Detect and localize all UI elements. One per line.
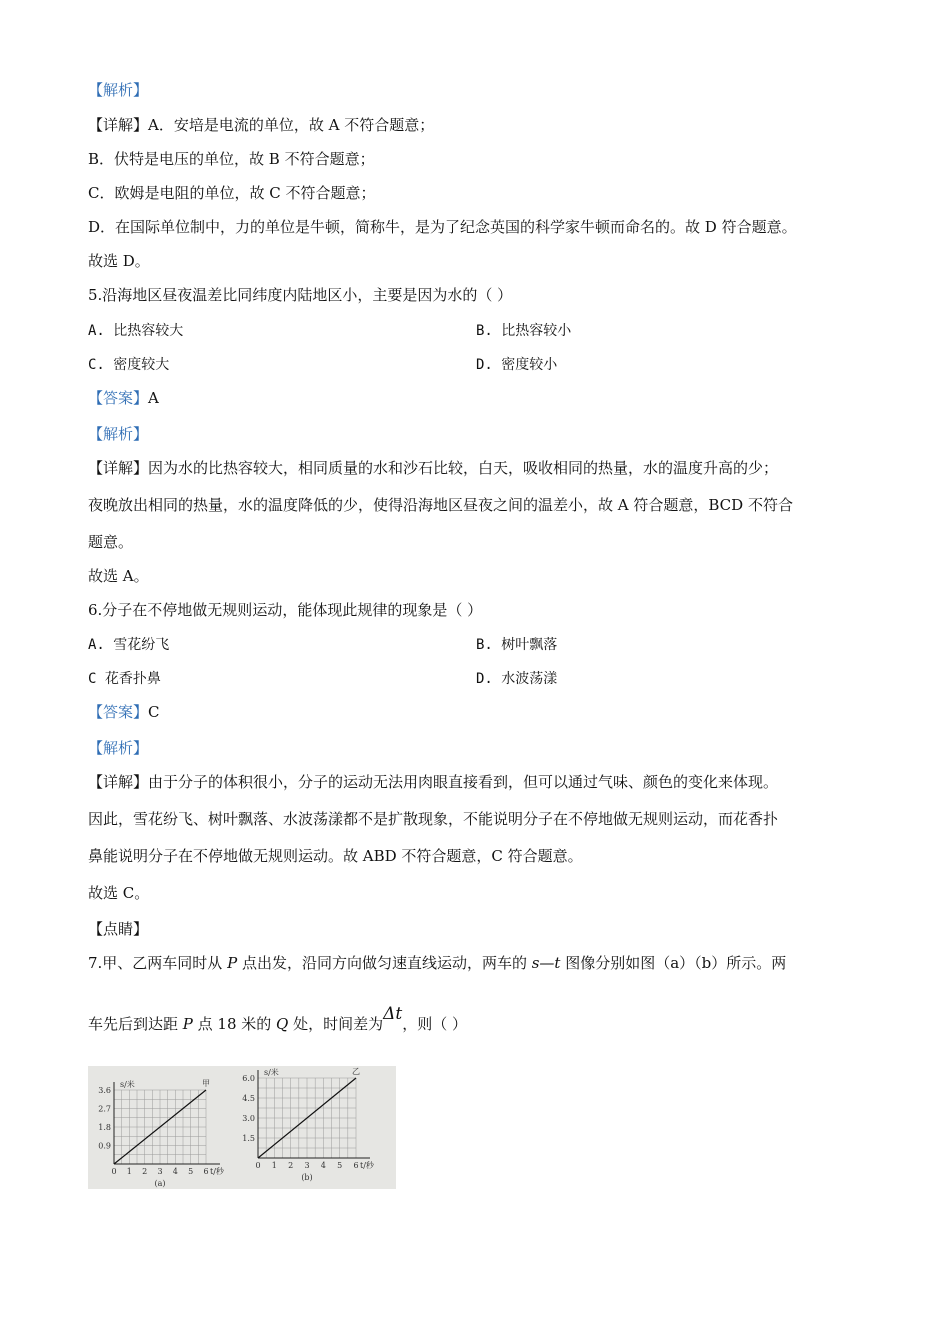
- chart-b-y-label: s/米: [264, 1068, 279, 1077]
- chart-b-x-tick-label: 0: [255, 1161, 261, 1170]
- q7-point-p: P: [227, 954, 238, 972]
- q7-line2-text-2: 点 18 米的: [192, 1015, 277, 1033]
- q7-line2-text-1: 车先后到达距: [88, 1015, 183, 1033]
- chart-a-x-tick-label: 2: [142, 1167, 148, 1176]
- q6-detail-label: 【详解】: [88, 773, 149, 791]
- chart-a-y-tick-label: 3.6: [98, 1086, 111, 1095]
- chart-a-series-label: 甲: [202, 1079, 210, 1088]
- q6-option-c: C 花香扑鼻: [88, 671, 161, 687]
- chart-b-y-tick-label: 1.5: [242, 1134, 255, 1143]
- figure-a: [88, 1066, 228, 1189]
- chart-b-series-label: 乙: [352, 1067, 360, 1076]
- q7-delta-t: Δt: [383, 1004, 403, 1024]
- chart-b-y-tick-label: 4.5: [242, 1094, 255, 1103]
- q7-stem-line-1: [88, 953, 786, 973]
- q7-line2-text-3: 处，时间差为: [288, 1015, 384, 1033]
- q6-comment-label: 【点睛】: [88, 920, 149, 938]
- q5-answer-label: 【答案】: [88, 389, 149, 407]
- q6-answer-label: 【答案】: [88, 703, 149, 721]
- q5-detail-label: 【详解】: [88, 459, 149, 477]
- chart-b-svg: [228, 1066, 396, 1189]
- chart-b-x-tick-label: 3: [304, 1161, 310, 1170]
- q4-detail-line-d: D．在国际单位制中，力的单位是牛顿，简称牛，是为了纪念英国的科学家牛顿而命名的。故 D 符合题意。: [88, 218, 797, 236]
- chart-b-caption: (b): [301, 1173, 313, 1182]
- q6-detail-line-3: 鼻能说明分子在不停地做无规则运动。故 ABD 不符合题意，C 符合题意。: [88, 847, 583, 865]
- chart-b-x-label: t/秒: [360, 1161, 374, 1170]
- chart-a-x-tick-label: 0: [111, 1167, 117, 1176]
- q7-st-label: s—t: [531, 954, 561, 972]
- q6-answer: [88, 702, 160, 722]
- chart-b-x-tick-label: 6: [353, 1161, 359, 1170]
- q6-stem: 6.分子在不停地做无规则运动，能体现此规律的现象是（ ）: [88, 601, 483, 619]
- q7-line2-point-p: P: [182, 1015, 193, 1033]
- chart-b-x-tick-label: 1: [271, 1161, 277, 1170]
- chart-a-x-tick-label: 1: [126, 1167, 132, 1176]
- q5-stem: 5.沿海地区昼夜温差比同纬度内陆地区小，主要是因为水的（ ）: [88, 286, 513, 304]
- figure-b: [228, 1066, 396, 1189]
- q6-choice: 故选 C。: [88, 884, 150, 902]
- q6-detail-line-1: [88, 772, 778, 792]
- chart-a-x-tick-label: 5: [188, 1167, 194, 1176]
- q7-stem-line-2: [88, 1004, 468, 1034]
- q4-detail-line-c: C．欧姆是电阻的单位，故 C 不符合题意；: [88, 184, 376, 202]
- chart-b-x-tick-label: 4: [320, 1161, 326, 1170]
- q5-option-a: A. 比热容较大: [88, 323, 184, 339]
- q6-analysis-label: 【解析】: [88, 739, 149, 757]
- q5-detail-line-3: 题意。: [88, 533, 134, 551]
- q6-detail-line-2: 因此，雪花纷飞、树叶飘落、水波荡漾都不是扩散现象，不能说明分子在不停地做无规则运动，而花香扑: [88, 810, 779, 828]
- q5-detail-text-1: 因为水的比热容较大，相同质量的水和沙石比较，白天，吸收相同的热量，水的温度升高的少；: [148, 459, 779, 477]
- q4-detail-label: 【详解】: [88, 116, 149, 134]
- q5-option-b: B. 比热容较小: [476, 323, 572, 339]
- chart-a-x-label: t/秒: [210, 1167, 224, 1176]
- chart-b-y-tick-label: 6.0: [242, 1074, 255, 1083]
- q4-choice: 故选 D。: [88, 252, 150, 270]
- q7-stem-text-2: 点出发，沿同方向做匀速直线运动，两车的: [237, 954, 532, 972]
- q4-detail-line-b: B．伏特是电压的单位，故 B 不符合题意；: [88, 150, 375, 168]
- q7-point-q: Q: [276, 1015, 289, 1033]
- q5-option-c: C. 密度较大: [88, 357, 170, 373]
- chart-a-y-label: s/米: [120, 1080, 135, 1089]
- q4-detail-text-a: A．安培是电流的单位，故 A 不符合题意；: [148, 116, 435, 134]
- q5-answer-value: A: [148, 389, 159, 407]
- q6-option-d: D. 水波荡漾: [476, 671, 558, 687]
- chart-b-y-tick-label: 3.0: [242, 1114, 255, 1123]
- q4-analysis-label: 【解析】: [88, 81, 149, 99]
- q6-detail-text-1: 由于分子的体积很小，分子的运动无法用肉眼直接看到，但可以通过气味、颜色的变化来体现。: [148, 773, 779, 791]
- q5-analysis-label: 【解析】: [88, 425, 149, 443]
- q6-option-a: A. 雪花纷飞: [88, 637, 170, 653]
- chart-a-y-tick-label: 2.7: [98, 1104, 111, 1114]
- chart-a-svg: [88, 1066, 228, 1189]
- chart-b-x-tick-label: 2: [288, 1161, 294, 1170]
- chart-b-x-tick-label: 5: [337, 1161, 343, 1170]
- q5-detail-line-2: 夜晚放出相同的热量，水的温度降低的少，使得沿海地区昼夜之间的温差小，故 A 符合题意，BCD 不符合: [88, 496, 793, 514]
- q7-stem-text-1: 7.甲、乙两车同时从: [88, 954, 228, 972]
- q5-choice: 故选 A。: [88, 567, 149, 585]
- chart-a-y-tick-label: 1.8: [98, 1123, 111, 1132]
- chart-a-y-tick-label: 0.9: [98, 1141, 111, 1151]
- q6-answer-value: C: [148, 703, 160, 721]
- chart-a-caption: (a): [154, 1179, 166, 1188]
- q5-detail-line-1: [88, 458, 778, 478]
- q4-detail-line-a: [88, 115, 434, 135]
- q7-stem-text-3: 图像分别如图（a）（b）所示。两: [560, 954, 787, 972]
- q5-option-d: D. 密度较小: [476, 357, 558, 373]
- chart-a-x-tick-label: 6: [203, 1167, 209, 1176]
- chart-a-x-tick-label: 4: [172, 1167, 178, 1176]
- q7-line2-text-4: ，则（ ）: [402, 1015, 468, 1033]
- q6-option-b: B. 树叶飘落: [476, 637, 558, 653]
- chart-a-x-tick-label: 3: [157, 1167, 163, 1176]
- q5-answer: [88, 388, 159, 408]
